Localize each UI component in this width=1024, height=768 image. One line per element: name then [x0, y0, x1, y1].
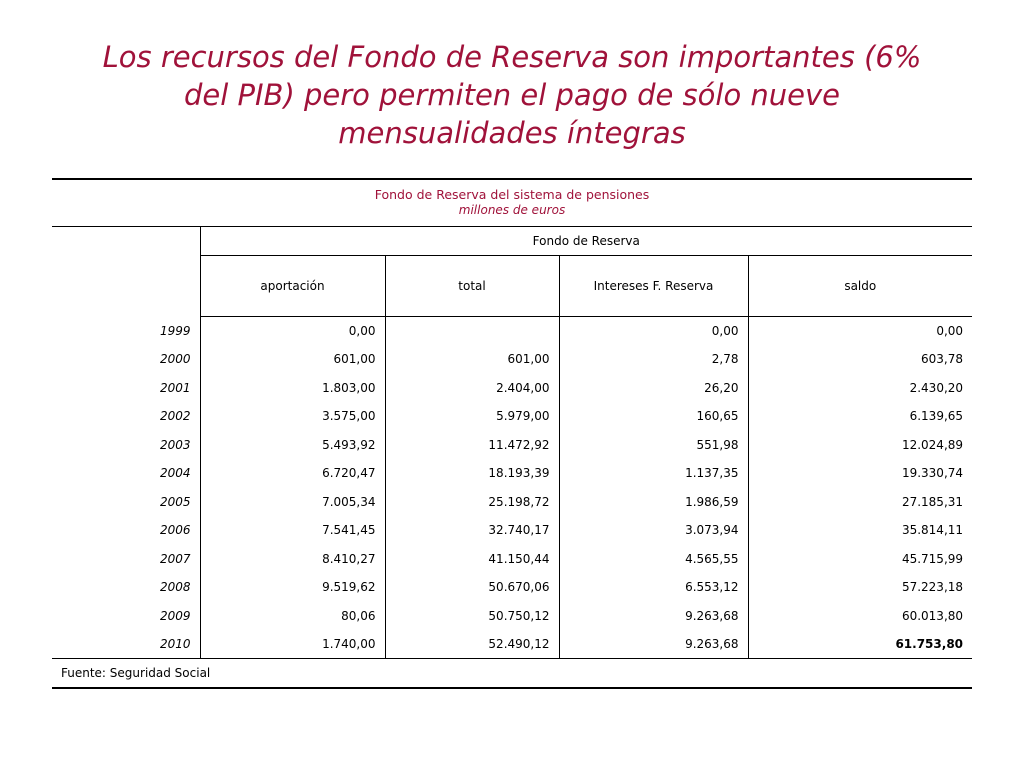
table-body	[52, 317, 972, 659]
saldo-cell: 27.185,31	[901, 494, 964, 509]
year-cell: 2004	[52, 459, 200, 488]
saldo-cell: 57.223,18	[901, 580, 964, 595]
table-row	[52, 374, 972, 403]
slide-title-line-3: mensualidades íntegras	[338, 116, 686, 150]
table-row	[52, 345, 972, 374]
year-cell: 2003	[52, 431, 200, 460]
total-cell: 41.150,44	[385, 545, 559, 574]
slide-title-line-1: Los recursos del Fondo de Reserva son importantes (6%	[102, 40, 922, 74]
table-row	[52, 431, 972, 460]
col-header-intereses: Intereses F. Reserva	[559, 256, 748, 317]
table-row	[52, 573, 972, 602]
year-cell: 2006	[52, 516, 200, 545]
table-row	[52, 402, 972, 431]
saldo-cell: 603,78	[921, 352, 964, 367]
intereses-cell: 551,98	[559, 431, 748, 460]
year-cell: 2009	[52, 602, 200, 631]
year-cell: 2000	[52, 345, 200, 374]
table-row	[52, 459, 972, 488]
slide-title-line-2: del PIB) pero permiten el pago de sólo nueve	[183, 78, 841, 112]
aportacion-cell: 6.720,47	[200, 459, 385, 488]
total-cell: 5.979,00	[385, 402, 559, 431]
aportacion-cell: 3.575,00	[200, 402, 385, 431]
intereses-cell: 6.553,12	[559, 573, 748, 602]
col-header-total: total	[385, 256, 559, 317]
table-caption-subtitle: millones de euros	[458, 203, 566, 217]
table-row	[52, 488, 972, 517]
table-row	[52, 545, 972, 574]
header-stub	[52, 227, 200, 317]
intereses-cell: 1.137,35	[559, 459, 748, 488]
total-cell	[385, 317, 559, 346]
year-cell: 1999	[52, 317, 200, 346]
saldo-cell: 12.024,89	[901, 437, 964, 452]
total-cell: 25.198,72	[385, 488, 559, 517]
saldo-cell: 35.814,11	[901, 523, 964, 538]
saldo-cell: 60.013,80	[901, 608, 964, 623]
intereses-cell: 0,00	[559, 317, 748, 346]
year-cell: 2007	[52, 545, 200, 574]
saldo-cell: 2.430,20	[909, 380, 964, 395]
saldo-cell: 61.753,80	[748, 630, 972, 659]
intereses-cell: 9.263,68	[559, 630, 748, 659]
aportacion-cell: 601,00	[200, 345, 385, 374]
intereses-cell: 26,20	[559, 374, 748, 403]
aportacion-cell: 0,00	[200, 317, 385, 346]
total-cell: 52.490,12	[385, 630, 559, 659]
intereses-cell: 2,78	[559, 345, 748, 374]
aportacion-cell: 7.005,34	[200, 488, 385, 517]
table-source: Fuente: Seguridad Social	[52, 659, 972, 689]
intereses-cell: 4.565,55	[559, 545, 748, 574]
table-row	[52, 630, 972, 659]
table-row	[52, 602, 972, 631]
year-cell: 2005	[52, 488, 200, 517]
slide-title	[40, 38, 984, 152]
aportacion-cell: 1.803,00	[200, 374, 385, 403]
total-cell: 18.193,39	[385, 459, 559, 488]
total-cell: 2.404,00	[385, 374, 559, 403]
total-cell: 601,00	[385, 345, 559, 374]
total-cell: 50.670,06	[385, 573, 559, 602]
intereses-cell: 160,65	[559, 402, 748, 431]
saldo-cell: 0,00	[936, 324, 964, 338]
saldo-cell: 19.330,74	[901, 466, 964, 481]
table-caption	[52, 180, 972, 226]
intereses-cell: 3.073,94	[559, 516, 748, 545]
col-header-saldo: saldo	[748, 256, 972, 317]
intereses-cell: 9.263,68	[559, 602, 748, 631]
saldo-cell: 45.715,99	[901, 551, 964, 566]
col-header-aportacion: aportación	[200, 256, 385, 317]
table-caption-title: Fondo de Reserva del sistema de pensiones	[374, 187, 650, 202]
aportacion-cell: 80,06	[200, 602, 385, 631]
table-row	[52, 317, 972, 346]
saldo-cell: 6.139,65	[909, 409, 964, 424]
aportacion-cell: 8.410,27	[200, 545, 385, 574]
aportacion-cell: 5.493,92	[200, 431, 385, 460]
total-cell: 32.740,17	[385, 516, 559, 545]
data-table	[52, 226, 972, 659]
aportacion-cell: 9.519,62	[200, 573, 385, 602]
aportacion-cell: 7.541,45	[200, 516, 385, 545]
table-row	[52, 516, 972, 545]
total-cell: 11.472,92	[385, 431, 559, 460]
group-header: Fondo de Reserva	[200, 227, 972, 256]
aportacion-cell: 1.740,00	[200, 630, 385, 659]
total-cell: 50.750,12	[385, 602, 559, 631]
year-cell: 2002	[52, 402, 200, 431]
reserve-fund-table	[52, 178, 972, 689]
year-cell: 2001	[52, 374, 200, 403]
year-cell: 2008	[52, 573, 200, 602]
year-cell: 2010	[52, 630, 200, 659]
intereses-cell: 1.986,59	[559, 488, 748, 517]
